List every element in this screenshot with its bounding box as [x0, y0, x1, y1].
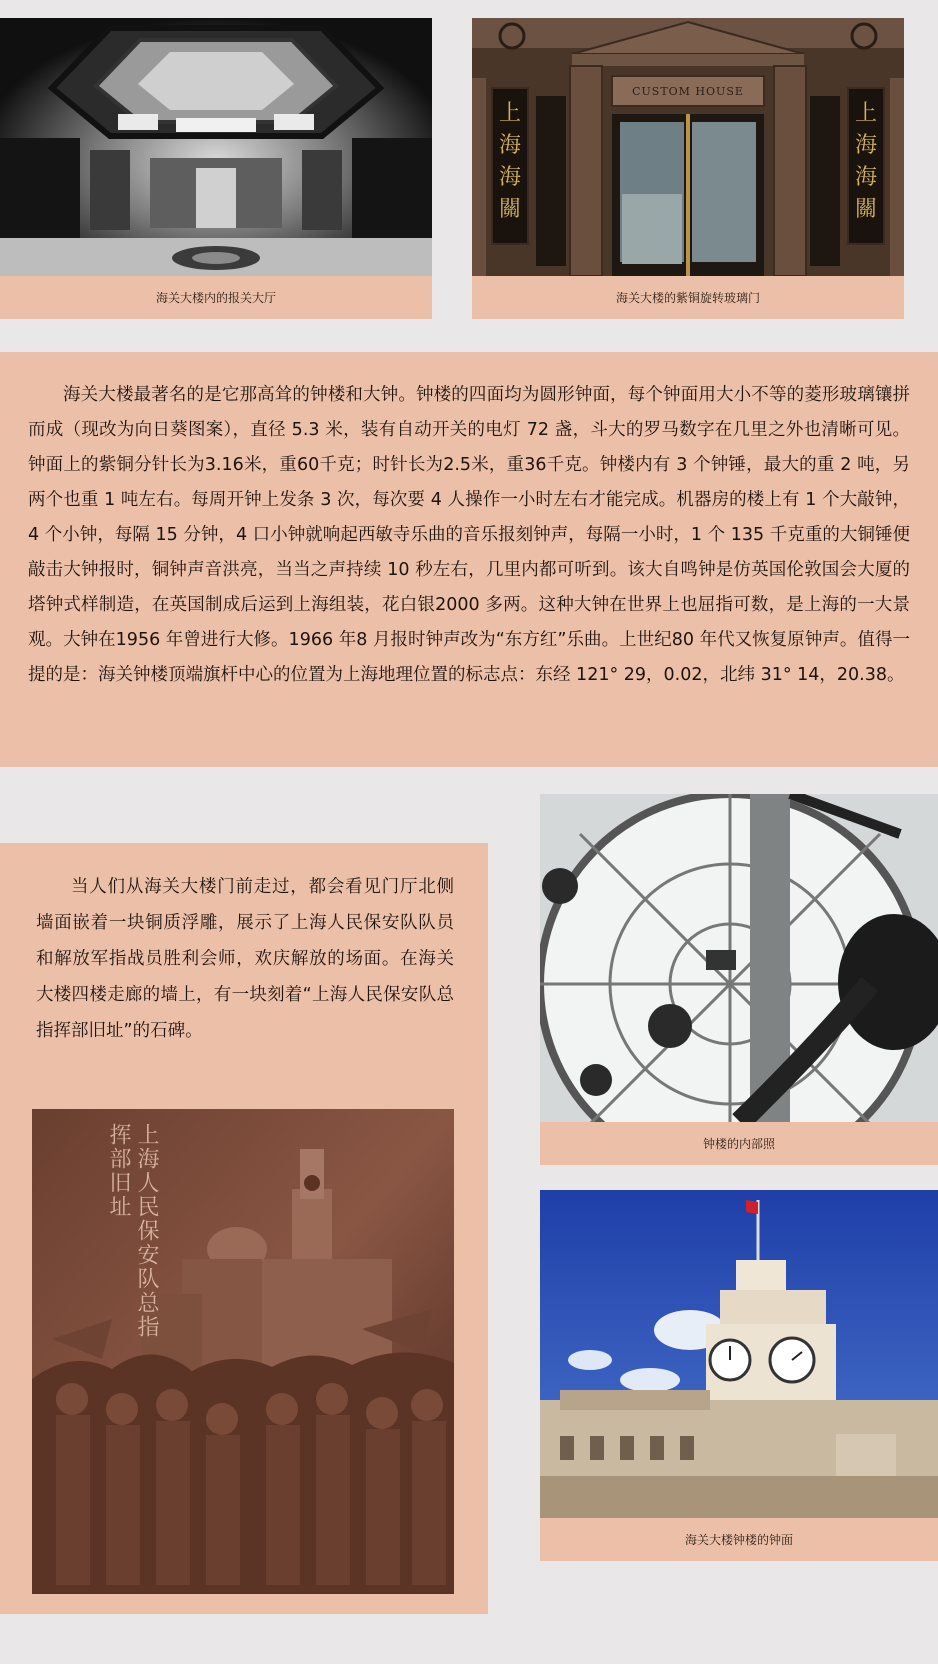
side-text-panel	[0, 843, 488, 1614]
photo-clock-tower	[540, 1190, 938, 1518]
caption-clock-interior: 钟楼的内部照	[540, 1122, 938, 1165]
left-plaque-text: 上海海關	[498, 101, 521, 222]
right-plaque-text: 上海海關	[854, 101, 877, 222]
caption-customs-hall: 海关大楼内的报关大厅	[0, 276, 432, 319]
caption-revolving-door: 海关大楼的紫铜旋转玻璃门	[472, 276, 904, 319]
custom-house-sign: CUSTOM HOUSE	[632, 85, 744, 98]
photo-clock-interior	[540, 794, 938, 1122]
photo-customs-hall	[0, 18, 432, 276]
bronze-relief-image	[32, 1109, 454, 1594]
main-paragraph: 海关大楼最著名的是它那高耸的钟楼和大钟。钟楼的四面均为圆形钟面，每个钟面用大小不等的菱形玻璃镶拼而成（现改为向日葵图案），直径 5.3 米，装有自动开关的电灯 72 盏，斗大的罗马数字在几里之外也清晰可见。钟面上的紫铜分针长为3.16米，重60千克；时针长为2.5米，重36千克。钟楼内有 3 个钟锤，最大的重 2 吨，另两个也重 1 吨左右。每周开钟上发条 3 次，每次要 4 人操作一小时左右才能完成。机器房的楼上有 1 个大敲钟，4 个小钟，每隔 15 分钟，4 口小钟就响起西敏寺乐曲的音乐报刻钟声，每隔一小时，1 个 135 千克重的大铜锤便敲击大钟报时，铜钟声音洪亮，当当之声持续 10 秒左右，几里内都可听到。该大自鸣钟是仿英国伦敦国会大厦的塔钟式样制造，在英国制成后运到上海组装，花白银2000 多两。这种大钟在世界上也屈指可数，是上海的一大景观。大钟在1956 年曾进行大修。1966 年8 月报时钟声改为“东方红”乐曲。上世纪80 年代又恢复原钟声。值得一提的是：海关钟楼顶端旗杆中心的位置为上海地理位置的标志点：东经 121° 29，0.02，北纬 31° 14，20.38。	[28, 385, 910, 685]
relief-inscription: 上海人民保安队总指挥部旧址	[106, 1123, 159, 1339]
main-text-panel	[0, 352, 938, 767]
side-paragraph: 当人们从海关大楼门前走过，都会看见门厅北侧墙面嵌着一块铜质浮雕，展示了上海人民保安队队员和解放军指战员胜利会师，欢庆解放的场面。在海关大楼四楼走廊的墙上，有一块刻着“上海人民保安队总指挥部旧址”的石碑。	[36, 877, 454, 1041]
photo-revolving-door	[472, 18, 904, 276]
caption-clock-tower: 海关大楼钟楼的钟面	[540, 1518, 938, 1561]
